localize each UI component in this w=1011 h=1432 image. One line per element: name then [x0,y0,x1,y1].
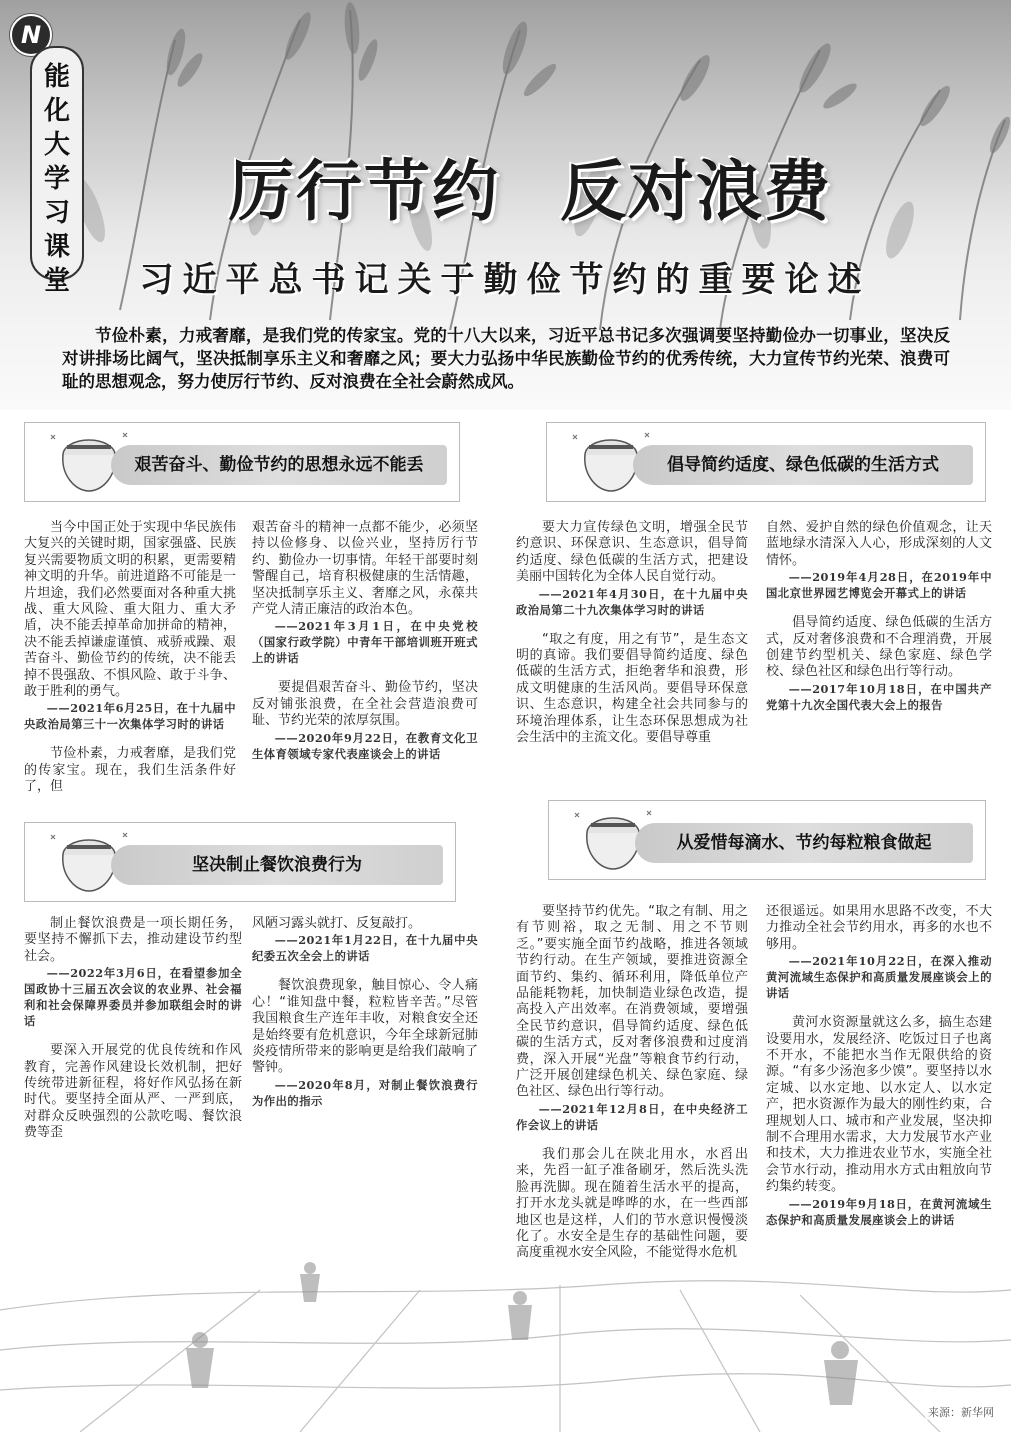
speech-source-citation: ——2021年6月25日，在十九届中央政治局第三十一次集体学习时的讲话 [24,701,236,732]
speech-source-citation: ——2022年3月6日，在看望参加全国政协十三届五次会议的农业界、社会福利和社会保障界委员并参加联组会时的讲话 [24,966,242,1029]
section-3-column-1 [24,916,242,1142]
source-credit: 来源：新华网 [925,1404,997,1420]
section-banner-4 [548,800,986,880]
quote-paragraph: 当今中国正处于实现中华民族伟大复兴的关键时期，国家强盛、民族复兴需要物质文明的积累，更需要精神文明的升华。前进道路不可能是一片坦途，我们必然要面对各种重大挑战、重大风险、重大阻力、重大矛盾，决不能丢掉革命加拼命的精神，决不能丢掉谦虚谨慎、戒骄戒躁、艰苦奋斗、勤俭节约的传统，决不能丢掉不畏强敌、不惧风险、敢于斗争、敢于胜利的勇气。 [24,520,236,700]
paragraph-spacer [24,732,236,746]
section-3-column-2 [252,916,478,1109]
quote-paragraph: 节俭朴素，力戒奢靡，是我们党的传家宝。现在，我们生活条件好了，但 [24,746,236,795]
speech-source-citation: ——2021年3月1日，在中央党校（国家行政学院）中青年干部培训班开班式上的讲话 [252,619,478,666]
speech-source-citation: ——2019年9月18日，在黄河流域生态保护和高质量发展座谈会上的讲话 [766,1196,992,1227]
quote-paragraph: 自然、爱护自然的绿色价值观念，让天蓝地绿水清深入人心，形成深刻的人文情怀。 [766,520,992,568]
section-banner-bar [633,445,973,485]
section-banner-2 [546,422,986,502]
section-banner-bar [635,823,973,863]
paragraph-spacer [252,964,478,978]
quote-paragraph: 要深入开展党的优良传统和作风教育，完善作风建设长效机制，把好传统带进新征程，将好作风弘扬在新时代。要坚持全面从严、一严到底，对群众反映强烈的公款吃喝、餐饮浪费等歪 [24,1043,242,1141]
section-banner-bar [111,845,443,885]
quote-paragraph: 餐饮浪费现象，触目惊心、令人痛心！“谁知盘中餐，粒粒皆辛苦。”尽管我国粮食生产连年丰收，对粮食安全还是始终要有危机意识，今年全球新冠肺炎疫情所带来的影响更是给我们敲响了警钟。 [252,978,478,1076]
paragraph-spacer [766,1001,992,1015]
speech-source-citation: ——2020年9月22日，在教育文化卫生体育领域专家代表座谈会上的讲话 [252,730,478,761]
logo-letter: N [20,21,42,49]
paragraph-spacer [516,1133,748,1147]
section-1-column-1 [24,520,236,796]
quote-paragraph: “取之有度，用之有节”，是生态文明的真谛。我们要倡导简约适度、绿色低碳的生活方式，拒绝奢华和浪费，形成文明健康的生活风尚。要倡导环保意识、生态意识，构建全社会共同参与的环境治理体系，让生态环保思想成为社会生活中的主流文化。要倡导尊重 [516,631,748,746]
section-banner-bar [111,445,447,485]
intro-paragraph: 节俭朴素，力戒奢靡，是我们党的传家宝。党的十八大以来，习近平总书记多次强调要坚持勤俭办一切事业，坚决反对讲排场比阔气，坚决抵制享乐主义和奢靡之风；要大力弘扬中华民族勤俭节约的优秀传统，大力宣传节约光荣、浪费可耻的思想观念，努力使厉行节约、反对浪费在全社会蔚然成风。 [62,326,950,391]
quote-paragraph: 制止餐饮浪费是一项长期任务，要坚持不懈抓下去，推动建设节约型社会。 [24,916,242,964]
main-title-left: 厉行节约 [228,153,500,230]
quote-paragraph: 要坚持节约优先。“取之有制、用之有节则裕，取之无制、用之不节则乏。”要实施全面节约战略，推进各领域节约行动。在生产领域，要推进资源全面节约、集约、循环利用，降低单位产品能耗物耗，加快制造业绿色改造，提高投入产出效率。在消费领域，要增强全民节约意识，倡导简约适度、绿色低碳的生活方式，反对奢侈浪费和过度消费，深入开展“光盘”等粮食节约行动，广泛开展创建绿色机关、绿色家庭、绿色社区、绿色出行等行动。 [516,904,748,1100]
section-4-column-2 [766,904,992,1228]
speech-source-citation: ——2021年4月30日，在十九届中央政治局第二十九次集体学习时的讲话 [516,586,748,617]
speech-source-citation: ——2019年4月28日，在2019年中国北京世界园艺博览会开幕式上的讲话 [766,570,992,601]
quote-paragraph: 我们那会儿在陕北用水，水舀出来，先舀一缸子准备刷牙，然后洗头洗脸再洗脚。现在随着生活水平的提高，打开水龙头就是哗哗的水，在一些西部地区也是这样，人们的节水意识慢慢淡化了。水安全是生存的基础性问题，要高度重视水安全风险，不能觉得水危机 [516,1146,748,1261]
section-title: 从爱惜每滴水、节约每粒粮食做起 [676,833,932,853]
paragraph-spacer [516,618,748,632]
speech-source-citation: ——2021年10月22日，在深入推动黄河流域生态保护和高质量发展座谈会上的讲话 [766,954,992,1001]
column-name-badge [30,46,84,296]
quote-paragraph: 要大力宣传绿色文明，增强全民节约意识、环保意识、生态意识，倡导简约适度、绿色低碳的生活方式，把建设美丽中国转化为全体人民自觉行动。 [516,520,748,585]
column-name: 能化大学习课堂 [44,62,71,296]
subtitle: 习近平总书记关于勤俭节约的重要论述 [139,260,871,300]
section-banner-3 [24,822,456,902]
section-2-column-1 [516,520,748,746]
section-4-column-1 [516,904,748,1262]
section-1-column-2 [252,520,478,762]
section-title: 艰苦奋斗、勤俭节约的思想永远不能丢 [134,455,424,475]
section-title: 倡导简约适度、绿色低碳的生活方式 [667,455,939,475]
speech-source-citation: ——2017年10月18日，在中国共产党第十九次全国代表大会上的报告 [766,681,992,712]
main-title [150,138,910,230]
speech-source-citation: ——2020年8月，对制止餐饮浪费行为作出的指示 [252,1077,478,1108]
speech-source-citation: ——2021年1月22日，在十九届中央纪委五次全会上的讲话 [252,933,478,964]
main-title-right: 反对浪费 [560,153,832,230]
quote-paragraph: 风陋习露头就打、反复敲打。 [252,916,422,931]
quote-paragraph: 要提倡艰苦奋斗、勤俭节约，坚决反对铺张浪费，在全社会营造浪费可耻、节约光荣的浓厚氛围。 [252,680,478,729]
section-2-column-2 [766,520,992,713]
section-title: 坚决制止餐饮浪费行为 [192,855,362,875]
quote-paragraph: 倡导简约适度、绿色低碳的生活方式，反对奢侈浪费和不合理消费，开展创建节约型机关、绿色家庭、绿色学校、绿色社区和绿色出行等行动。 [766,615,992,680]
quote-paragraph: 艰苦奋斗的精神一点都不能少，必须坚持以俭修身、以俭兴业，坚持厉行节约、勤俭办一切事情。年轻干部要时刻警醒自己，培育积极健康的生活情趣，坚决抵制享乐主义、奢靡之风，永葆共产党人清正廉洁的政治本色。 [252,520,478,618]
paragraph-spacer [252,666,478,680]
quote-paragraph: 还很遥远。如果用水思路不改变，不大力推动全社会节约用水，再多的水也不够用。 [766,904,992,952]
paragraph-spacer [24,1029,242,1043]
speech-source-citation: ——2021年12月8日，在中央经济工作会议上的讲话 [516,1101,748,1132]
quote-paragraph: 黄河水资源量就这么多，搞生态建设要用水，发展经济、吃饭过日子也离不开水，不能把水当作无限供给的资源。“有多少汤泡多少馍”。要坚持以水定城、以水定地、以水定人、以水定产，把水资源作为最大的刚性约束，合理规划人口、城市和产业发展，坚决抑制不合理用水需求，大力发展节水产业和技术，大力推进农业节水，实施全社会节水行动，推动用水方式由粗放向节约集约转变。 [766,1015,992,1195]
section-banner-1 [24,422,460,502]
paragraph-spacer [766,601,992,615]
